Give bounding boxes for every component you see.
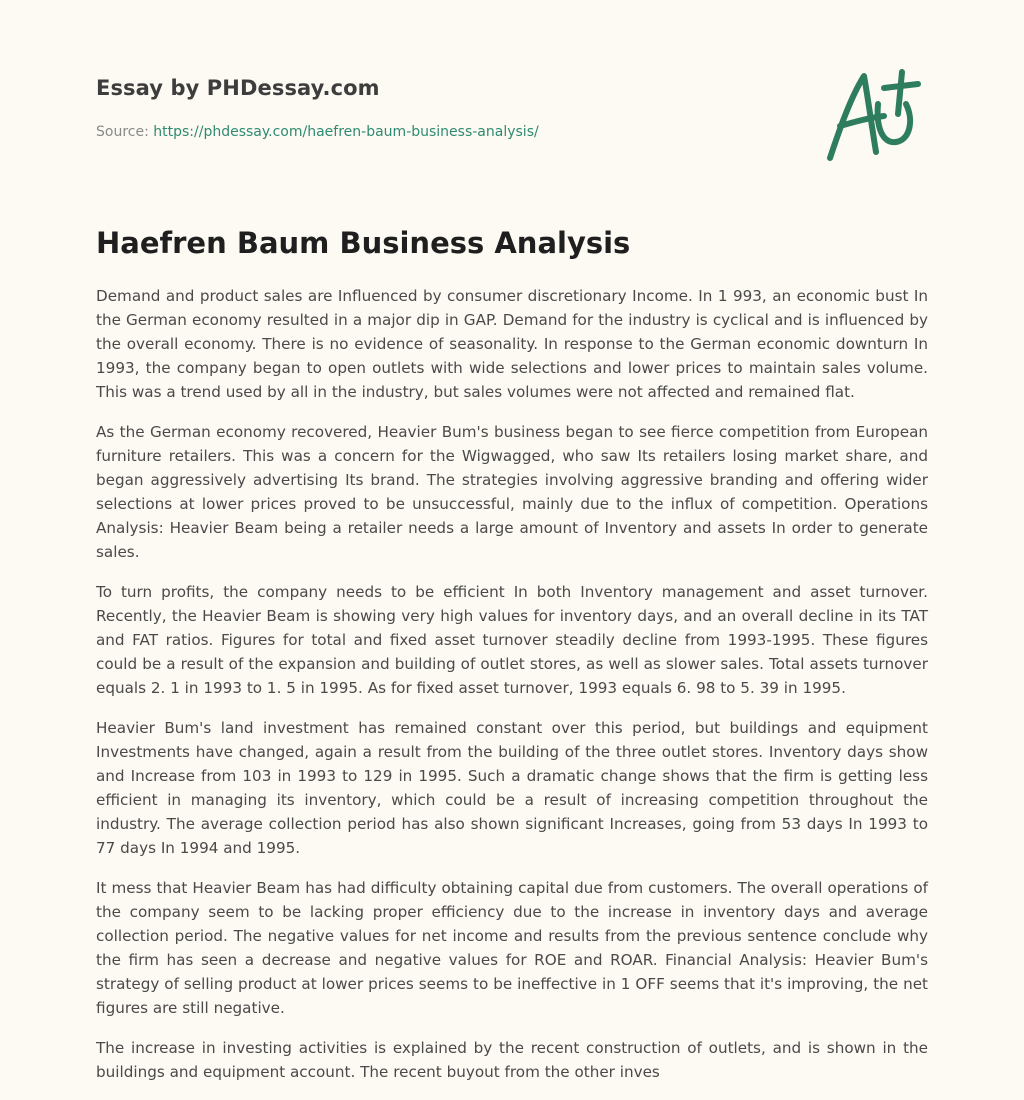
a-plus-logo-icon <box>824 68 928 164</box>
site-title: Essay by PHDessay.com <box>96 76 380 100</box>
essay-paragraph: It mess that Heavier Beam has had difficulty obtaining capital due from customers. The overall operations of the company seem to be lacking proper efficiency due to the increase in inventory days and average collection period. The negative values for net income and results from the previous sentence conclude why the firm has seen a decrease and negative values for ROE and ROAR. Financial Analysis: Heavier Bum's strategy of selling product at lower prices seems to be ineffective in 1 OFF seems that it's improving, the net figures are still negative. <box>96 879 928 1017</box>
source-link[interactable]: https://phdessay.com/haefren-baum-business-analysis/ <box>153 124 539 140</box>
essay-page <box>96 0 928 1081</box>
source-label: Source: <box>96 124 154 140</box>
essay-paragraph: Demand and product sales are Influenced by consumer discretionary Income. In 1 993, an economic bust In the German economy resulted in a major dip in GAP. Demand for the industry is cyclical and is influenced by the overall economy. There is no evidence of seasonality. In response to the German economic downturn In 1993, the company began to open outlets with wide selections and lower prices to maintain sales volume. This was a trend used by all in the industry, but sales volumes were not affected and remained flat. <box>96 287 928 401</box>
essay-paragraph: The increase in investing activities is explained by the recent construction of outlets, and is shown in the buildings and equipment account. The recent buyout from the other inves <box>96 1039 928 1081</box>
essay-paragraph: To turn profits, the company needs to be efficient In both Inventory management and asset turnover. Recently, the Heavier Beam is showing very high values for inventory days, and an overall decline in its TAT and FAT ratios. Figures for total and fixed asset turnover steadily decline from 1993-1995. These figures could be a result of the expansion and building of outlet stores, as well as slower sales. Total assets turnover equals 2. 1 in 1993 to 1. 5 in 1995. As for fixed asset turnover, 1993 equals 6. 98 to 5. 39 in 1995. <box>96 583 928 697</box>
essay-paragraph: Heavier Bum's land investment has remained constant over this period, but buildings and equipment Investments have changed, again a result from the building of the three outlet stores. Inventory days show and Increase from 103 in 1993 to 129 in 1995. Such a dramatic change shows that the firm is getting less efficient in managing its inventory, which could be a result of increasing competition throughout the industry. The average collection period has also shown significant Increases, going from 53 days In 1993 to 77 days In 1994 and 1995. <box>96 719 928 857</box>
essay-title: Haefren Baum Business Analysis <box>96 226 631 260</box>
essay-body <box>96 284 928 1100</box>
source-line <box>96 124 539 140</box>
page-header <box>96 0 928 190</box>
essay-paragraph: As the German economy recovered, Heavier Bum's business began to see fierce competition from European furniture retailers. This was a concern for the Wigwagged, who saw Its retailers losing market share, and began aggressively advertising Its brand. The strategies involving aggressive branding and offering wider selections at lower prices proved to be unsuccessful, mainly due to the influx of competition. Operations Analysis: Heavier Beam being a retailer needs a large amount of Inventory and assets In order to generate sales. <box>96 423 928 561</box>
